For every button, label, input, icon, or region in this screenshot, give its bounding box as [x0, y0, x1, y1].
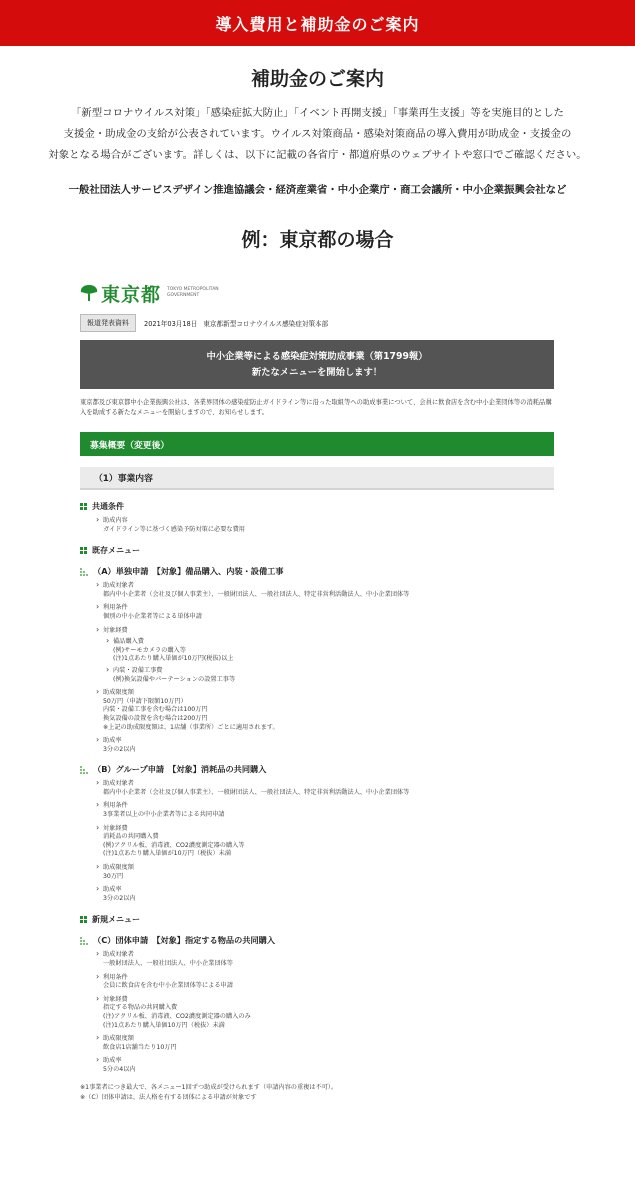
dots-bullet-icon: [80, 568, 88, 576]
list-item: › 対象経費 消耗品の共同購入費 (例)アクリル板、消毒液、CO2濃度測定器の購入等 (注)1点あたり購入単価が10万円（税抜）未満: [96, 825, 554, 859]
logo-text: 東京都: [101, 283, 162, 306]
recruitment-overview-bar: 募集概要（変更後）: [80, 432, 554, 456]
intro-line: 「新型コロナウイルス対策」「感染症拡大防止」「イベント再開支援」「事業再生支援」等を実施目的とした: [71, 107, 564, 119]
press-department: 東京都新型コロナウイルス感染症対策本部: [203, 320, 329, 328]
list-item: › 助成限度額 50万円（申請下限額10万円） 内装・設備工事を含む場合は100万円 換気設備の設置を含む場合は200万円 ※上記の助成限度額は、1店舗（事業所）ごとに適用されます。: [96, 689, 554, 732]
section-existing: 既存メニュー: [80, 545, 554, 556]
press-date: 2021年03月18日: [144, 320, 198, 328]
nested-list-item: › 備品購入費 (例)サーモカメラの購入等 (注)1点あたり購入単価が10万円(税抜)以上: [106, 638, 554, 664]
intro-line: 支援金・助成金の支給が公表されています。ウイルス対策商品・感染対策商品の導入費用が助成金・支援金の: [63, 128, 572, 140]
grid-bullet-icon: [80, 916, 87, 923]
logo-english: TOKYO METROPOLITAN GOVERNMENT: [167, 287, 219, 298]
list-item: › 助成限度額 30万円: [96, 864, 554, 881]
section-common: 共通条件: [80, 501, 554, 512]
grid-bullet-icon: [80, 503, 87, 510]
release-title-box: [80, 340, 554, 389]
top-banner: 導入費用と補助金のご案内: [0, 0, 635, 46]
nested-list-item: › 内装・設備工事費 (例)換気設備やパーテーションの設置工事等: [106, 667, 554, 684]
list-item: › 助成対象者 都内中小企業者（会社及び個人事業主）、一般財団法人、一般社団法人、特定非営利活動法人、中小企業団体等: [96, 780, 554, 797]
list-item: › 助成率 5分の4以内: [96, 1057, 554, 1074]
footnotes: [80, 1083, 554, 1103]
menu-b-title: （B）グループ申請 【対象】消耗品の共同購入: [80, 764, 554, 775]
release-lead-text: 東京都及び東京都中小企業振興公社は、各業界団体の感染症防止ガイドライン等に沿った取組等への助成事業について、会員に飲食店を含む中小企業団体等の消耗品購入を助成する新たなメニューを開始しますので、お知らせします。: [80, 399, 552, 416]
list-item: › 助成対象者 都内中小企業者（会社及び個人事業主）、一般財団法人、一般社団法人、特定非営利活動法人、中小企業団体等: [96, 582, 554, 599]
tokyo-logo: [80, 280, 554, 306]
list-item: › 助成限度額 飲食店1店舗当たり10万円: [96, 1035, 554, 1052]
press-badge: 報道発表資料: [80, 314, 136, 332]
ginkgo-leaf-icon: [80, 283, 98, 303]
grid-bullet-icon: [80, 547, 87, 554]
list-item: › 利用条件 3事業者以上の中小企業者等による共同申請: [96, 802, 554, 819]
press-info-row: [80, 314, 554, 332]
list-item: › 利用条件 個別の中小企業者等による単体申請: [96, 604, 554, 621]
menu-a-title: （A）単独申請 【対象】備品購入、内装・設備工事: [80, 566, 554, 577]
list-item: › 助成対象者 一般財団法人、一般社団法人、中小企業団体等: [96, 951, 554, 968]
footnote: ※1事業者につき最大で、各メニュー1回ずつ助成が受けられます（申請内容の重複は不可）。: [80, 1083, 338, 1091]
release-title-line: 中小企業等による感染症対策助成事業（第1799報）: [206, 351, 428, 362]
dots-bullet-icon: [80, 937, 88, 945]
list-item: › 助成内容 ガイドライン等に基づく感染予防対策に必要な費用: [96, 517, 554, 534]
business-content-bar: （1）事業内容: [80, 467, 554, 490]
list-item: › 対象経費 指定する物品の共同購入費 (注)アクリル板、消毒液、CO2濃度測定器の購入のみ (注)1点あたり購入単価10万円（税抜）未満: [96, 996, 554, 1030]
example-heading: 例：東京都の場合: [241, 229, 394, 251]
dots-bullet-icon: [80, 766, 88, 774]
list-item: › 助成率 3分の2以内: [96, 737, 554, 754]
tokyo-press-release-image: [80, 280, 554, 1103]
release-title-line: 新たなメニューを開始します！: [251, 367, 383, 378]
intro-line: 対象となる場合がございます。詳しくは、以下に記載の各省庁・都道府県のウェブサイトや窓口でご確認ください。: [48, 149, 587, 161]
intro-text: [0, 103, 635, 166]
footnote: ※（C）団体申請は、法人格を有する団体による申請が対象です: [80, 1093, 257, 1101]
page-title: 補助金のご案内: [250, 68, 384, 90]
organizations-list: 一般社団法人サービスデザイン推進協議会・経済産業省・中小企業庁・商工会議所・中小企業振興会社など: [68, 184, 567, 196]
list-item: › 助成率 3分の2以内: [96, 886, 554, 903]
menu-c-title: （C）団体申請 【対象】指定する物品の共同購入: [80, 935, 554, 946]
section-new: 新規メニュー: [80, 914, 554, 925]
list-item: › 利用条件 会員に飲食店を含む中小企業団体等による申請: [96, 974, 554, 991]
list-item: › 対象経費 › 備品購入費 (例)サーモカメラの購入等 (注)1点あたり購入単価が10万円(税抜)以上 › 内装・設備工事費 (例)換気設備やパーテーションの設置工事等: [96, 627, 554, 685]
